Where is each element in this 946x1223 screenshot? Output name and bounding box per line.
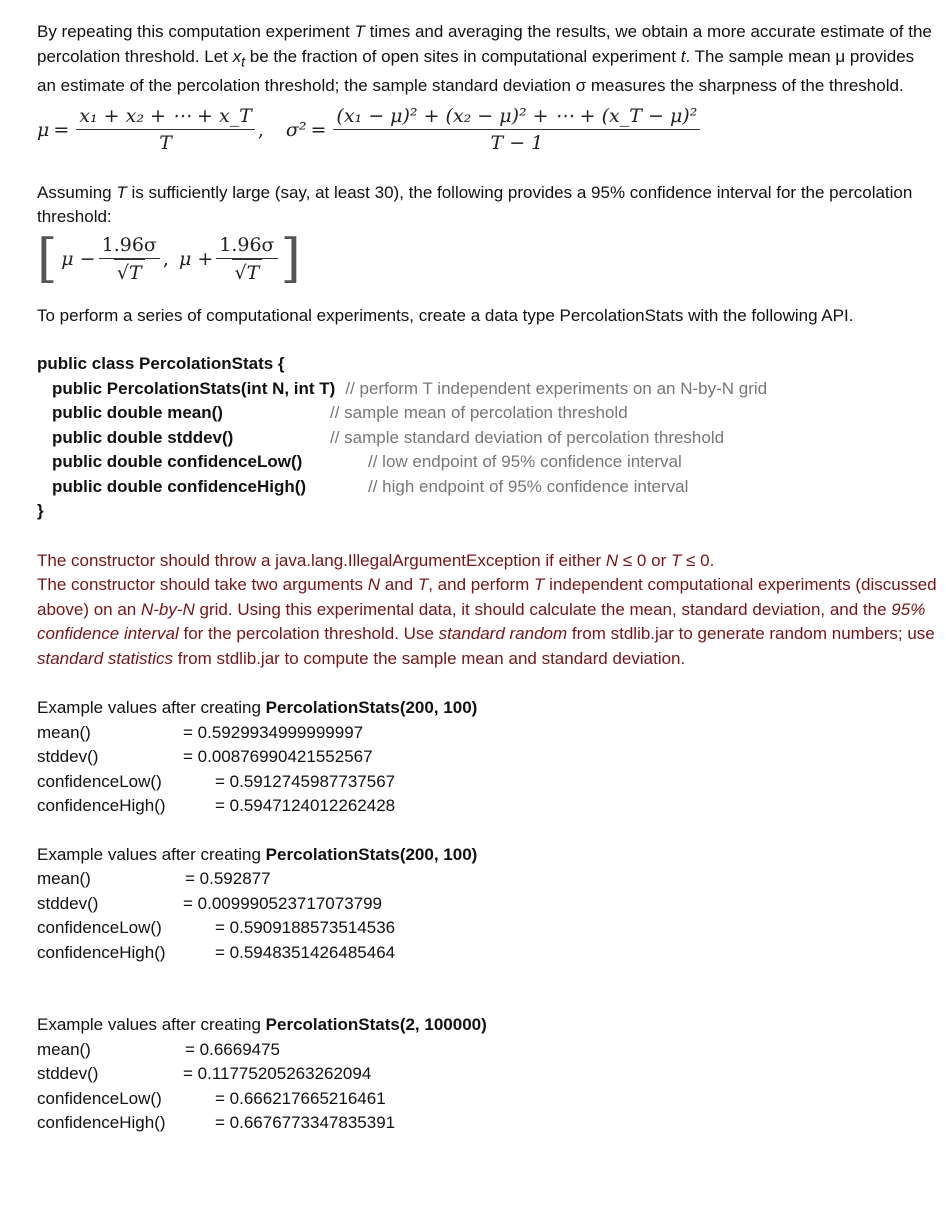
example-key: confidenceLow() <box>37 771 162 791</box>
intro-text: times and averaging the results, we obtain a more accurate estimate of the percolation threshold. Let <box>37 22 932 66</box>
method-signature: public PercolationStats(int N, int T) <box>52 378 336 398</box>
equals-sign: = <box>53 118 70 141</box>
example-value: = 0.6669475 <box>185 1039 281 1059</box>
spec-constructor <box>37 573 937 671</box>
assume-text: is sufficiently large (say, at least 30), the following provides a 95% confidence interval for the percolation threshold: <box>37 182 913 227</box>
example-row <box>37 1111 937 1136</box>
example-row <box>37 892 937 917</box>
api-intro-paragraph <box>37 304 937 329</box>
ci-left-term: μ − <box>61 247 96 270</box>
closing-brace: } <box>37 501 44 521</box>
example-value: = 0.5929934999999997 <box>183 722 364 742</box>
api-method-row <box>37 377 937 402</box>
example-value: = 0.592877 <box>185 869 271 889</box>
example-call: PercolationStats(200, 100) <box>265 844 478 864</box>
example-block <box>37 696 937 819</box>
api-method-row <box>37 475 937 500</box>
api-method-row <box>37 426 937 451</box>
intro-text: By repeating this computation experiment <box>37 22 355 41</box>
example-key: confidenceHigh() <box>37 796 166 816</box>
spec-text: grid. Using this experimental data, it should calculate the mean, standard deviation, and the <box>194 599 892 619</box>
spec-exception <box>37 549 937 574</box>
var-x: x <box>232 46 242 66</box>
ci-numerator: 1.96σ <box>216 234 277 259</box>
spec-text: The constructor should take two arguments <box>37 575 368 595</box>
ci-numerator: 1.96σ <box>99 234 160 259</box>
example-value: = 0.6676773347835391 <box>215 1113 396 1133</box>
example-title-text: Example values after creating <box>37 844 266 864</box>
spec-text: from stdlib.jar to compute the sample mean and standard deviation. <box>173 648 686 668</box>
ci-separator: , <box>162 247 169 270</box>
example-block <box>37 1013 937 1136</box>
var-t: t <box>680 46 686 66</box>
var-N: N <box>367 575 381 595</box>
example-row <box>37 916 937 941</box>
variance-denominator: T − 1 <box>490 132 544 155</box>
example-key: confidenceLow() <box>37 918 162 938</box>
example-row <box>37 1087 937 1112</box>
example-key: confidenceHigh() <box>37 942 166 962</box>
example-call: PercolationStats(2, 100000) <box>265 1015 487 1035</box>
confidence-interval-formula <box>37 228 937 290</box>
variance-fraction <box>333 105 700 154</box>
example-title <box>37 843 937 868</box>
example-row <box>37 745 937 770</box>
method-comment: // high endpoint of 95% confidence interval <box>368 476 689 496</box>
var-t-subscript: t <box>241 53 246 70</box>
ci-fraction-right <box>216 234 277 284</box>
example-value: = 0.009990523717073799 <box>183 893 383 913</box>
spec-text: , and perform <box>428 575 535 595</box>
example-title <box>37 696 937 721</box>
mean-numerator: x₁ + x₂ + ⋯ + x_T <box>76 105 255 130</box>
example-value: = 0.5912745987737567 <box>215 771 396 791</box>
spec-text: for the percolation threshold. Use <box>178 624 439 644</box>
method-signature: public double stddev() <box>52 427 234 447</box>
var-N: N <box>605 550 619 570</box>
intro-text: be the fraction of open sites in computational experiment <box>245 46 681 66</box>
var-T: T <box>116 182 127 202</box>
example-key: stddev() <box>37 1064 99 1084</box>
mean-fraction <box>76 105 255 154</box>
standard-statistics-term: standard statistics <box>37 648 174 668</box>
method-signature: public double confidenceLow() <box>52 452 303 472</box>
method-signature: public double confidenceHigh() <box>52 476 307 496</box>
example-key: mean() <box>37 1039 91 1059</box>
method-comment: // low endpoint of 95% confidence interval <box>368 452 682 472</box>
mu-symbol: μ <box>37 118 50 141</box>
example-row <box>37 1062 937 1087</box>
api-method-row <box>37 450 937 475</box>
example-value: = 0.11775205263262094 <box>183 1064 372 1084</box>
example-block <box>37 843 937 966</box>
mean-denominator: T <box>159 132 172 155</box>
type-name: PercolationStats <box>559 305 684 325</box>
class-declaration: public class PercolationStats { <box>37 354 285 374</box>
api-footer <box>37 499 937 524</box>
assume-text: Assuming <box>37 182 117 202</box>
intro-text: . The sample mean μ provides an estimate of the percolation threshold; the sample standard deviation σ measures the sharpness of the threshold. <box>37 46 915 96</box>
spec-text: from stdlib.jar to generate random numbers; use <box>567 624 935 644</box>
ci-term: 95% confidence interval <box>37 599 926 644</box>
example-key: stddev() <box>37 893 99 913</box>
example-title-text: Example values after creating <box>37 698 266 718</box>
example-key: confidenceLow() <box>37 1088 162 1108</box>
example-key: mean() <box>37 869 91 889</box>
mean-variance-formula <box>37 101 937 159</box>
example-title-text: Example values after creating <box>37 1015 266 1035</box>
example-value: = 0.00876990421552567 <box>183 747 373 767</box>
example-value: = 0.5909188573514536 <box>215 918 396 938</box>
comma: , <box>257 118 264 141</box>
example-row <box>37 794 937 819</box>
example-value: = 0.666217665216461 <box>215 1088 386 1108</box>
var-T: T <box>417 575 429 595</box>
ci-fraction-left <box>99 234 160 284</box>
assumption-paragraph <box>37 181 937 230</box>
var-T: T <box>354 22 365 41</box>
equals-sign: = <box>310 118 327 141</box>
example-key: confidenceHigh() <box>37 1113 166 1133</box>
ci-denominator: √T <box>114 259 145 284</box>
variance-numerator: (x₁ − μ)² + (x₂ − μ)² + ⋯ + (x_T − μ)² <box>333 105 700 130</box>
example-value: = 0.5947124012262428 <box>215 796 396 816</box>
spec-text: The constructor should throw a java.lang.IllegalArgumentException if either <box>37 550 606 570</box>
example-row <box>37 721 937 746</box>
example-row <box>37 867 937 892</box>
spec-text: ≤ 0. <box>681 550 715 570</box>
right-bracket: ] <box>280 228 301 289</box>
example-title <box>37 1013 937 1038</box>
method-comment: // perform T independent experiments on an N-by-N grid <box>345 378 768 398</box>
api-header <box>37 352 937 377</box>
document <box>37 20 937 1136</box>
example-row <box>37 1038 937 1063</box>
example-key: stddev() <box>37 747 99 767</box>
intro-paragraph <box>37 20 937 99</box>
method-signature: public double mean() <box>52 403 223 423</box>
ci-right-term: μ + <box>178 247 214 270</box>
api-intro-text: To perform a series of computational experiments, create a data type <box>37 305 560 325</box>
example-row <box>37 941 937 966</box>
ci-denominator: √T <box>232 259 263 284</box>
api-intro-text: with the following API. <box>683 305 854 325</box>
spec-text: independent computational experiments (discussed above) on an <box>37 575 937 619</box>
standard-random-term: standard random <box>438 624 568 644</box>
spec-text: ≤ 0 or <box>618 550 671 570</box>
spec-text: and <box>380 575 418 595</box>
example-key: mean() <box>37 722 91 742</box>
left-bracket: [ <box>37 228 58 289</box>
example-value: = 0.5948351426485464 <box>215 942 396 962</box>
var-T: T <box>534 575 545 595</box>
method-comment: // sample standard deviation of percolation threshold <box>330 427 725 447</box>
method-comment: // sample mean of percolation threshold <box>330 403 628 423</box>
api-method-row <box>37 401 937 426</box>
var-T: T <box>670 550 682 570</box>
var-N-by-N: N-by-N <box>140 599 195 619</box>
api-block <box>37 352 937 524</box>
spec-section <box>37 549 937 672</box>
example-call: PercolationStats(200, 100) <box>265 698 478 718</box>
example-row <box>37 770 937 795</box>
sigma-squared: σ² <box>285 118 307 141</box>
